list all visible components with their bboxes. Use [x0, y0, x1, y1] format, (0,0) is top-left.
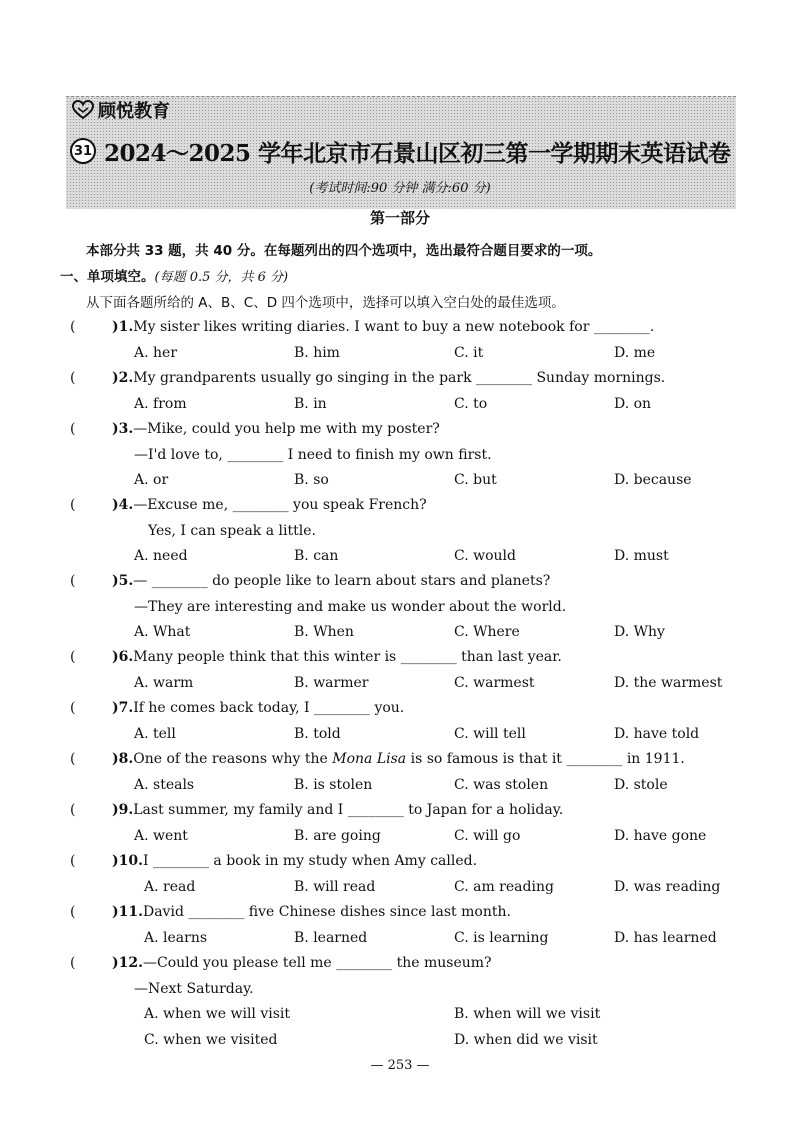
question-text: Last summer, my family and I ________ to Japan for a holiday.: [133, 802, 564, 818]
option-d: D. has learned: [614, 930, 717, 946]
question-text: I ________ a book in my study when Amy called.: [142, 853, 478, 869]
answer-bracket: (: [70, 319, 76, 335]
option-b: B. in: [294, 396, 327, 412]
option-b: B. warmer: [294, 675, 369, 691]
option-d: D. Why: [614, 624, 665, 640]
answer-bracket: (: [70, 904, 76, 920]
exam-info: (考试时间:90 分钟 满分:60 分): [309, 181, 491, 196]
option-a: A. went: [134, 828, 188, 844]
question-text-italic: Mona Lisa: [332, 751, 407, 767]
question-number: )2.: [112, 370, 134, 386]
question-number: )10.: [112, 853, 143, 869]
option-b: B. him: [294, 345, 340, 361]
option-c: C. am reading: [454, 879, 554, 895]
option-c: C. it: [454, 345, 484, 361]
section-heading: [60, 268, 288, 287]
option-d: D. the warmest: [614, 675, 723, 691]
option-c: C. warmest: [454, 675, 535, 691]
question-text: is so famous is that it ________ in 1911.: [406, 751, 685, 767]
question-stem: [112, 421, 440, 437]
question-line-2: Yes, I can speak a little.: [148, 523, 316, 539]
option-a: A. from: [134, 396, 187, 412]
option-c: C. but: [454, 472, 497, 488]
option-d: D. on: [614, 396, 652, 412]
option-c: C. will go: [454, 828, 521, 844]
question-line-2: —They are interesting and make us wonder about the world.: [134, 599, 567, 615]
option-a: A. read: [144, 879, 196, 895]
answer-bracket: (: [70, 802, 76, 818]
question-stem: [112, 370, 665, 386]
option-c: C. when we visited: [144, 1032, 278, 1048]
question-stem: [112, 649, 562, 665]
question-number: )5.: [112, 573, 134, 589]
option-b: B. so: [294, 472, 329, 488]
question-text: Many people think that this winter is ________ than last year.: [133, 649, 562, 665]
question-text: —Excuse me, ________ you speak French?: [133, 497, 427, 513]
part-intro: 本部分共 33 题，共 40 分。在每题列出的四个选项中，选出最符合题目要求的一项。: [86, 243, 602, 259]
option-b: B. can: [294, 548, 339, 564]
question-text: David ________ five Chinese dishes since last month.: [142, 904, 511, 920]
question-text: One of the reasons why the: [133, 751, 333, 767]
brand-name: 顾悦教育: [98, 101, 170, 122]
option-b: B. are going: [294, 828, 381, 844]
question-text: —Mike, could you help me with my poster?: [133, 421, 440, 437]
option-a: A. need: [134, 548, 188, 564]
option-d: D. have told: [614, 726, 700, 742]
question-stem: [112, 853, 477, 869]
question-number: )11.: [112, 904, 143, 920]
question-number: )6.: [112, 649, 134, 665]
question-stem: [112, 802, 563, 818]
part-title: 第一部分: [369, 209, 430, 227]
question-number: )9.: [112, 802, 134, 818]
option-c: C. is learning: [454, 930, 549, 946]
question-text: — ________ do people like to learn about stars and planets?: [133, 573, 551, 589]
question-stem: [112, 751, 685, 767]
answer-bracket: (: [70, 497, 76, 513]
option-a: A. What: [134, 624, 191, 640]
option-c: C. to: [454, 396, 488, 412]
question-stem: [112, 573, 550, 589]
question-line-2: —Next Saturday.: [134, 981, 254, 997]
answer-bracket: (: [70, 573, 76, 589]
answer-bracket: (: [70, 700, 76, 716]
question-stem: [112, 904, 511, 920]
question-number: )3.: [112, 421, 134, 437]
exam-title: 2024～2025 学年北京市石景山区初三第一学期期末英语试卷: [104, 139, 731, 167]
question-number: )4.: [112, 497, 134, 513]
option-a: A. warm: [134, 675, 194, 691]
option-b: B. will read: [294, 879, 376, 895]
option-c: C. would: [454, 548, 516, 564]
question-number: )12.: [112, 955, 143, 971]
exam-number-badge: 31: [70, 138, 96, 164]
option-d: D. have gone: [614, 828, 707, 844]
question-number: )8.: [112, 751, 134, 767]
question-text: My sister likes writing diaries. I want to buy a new notebook for ________.: [133, 319, 655, 335]
option-b: B. When: [294, 624, 354, 640]
heart-icon: [72, 100, 94, 120]
question-stem: [112, 497, 427, 513]
option-a: A. learns: [144, 930, 208, 946]
question-stem: [112, 700, 404, 716]
question-text: My grandparents usually go singing in the park ________ Sunday mornings.: [133, 370, 666, 386]
option-d: D. stole: [614, 777, 668, 793]
answer-bracket: (: [70, 370, 76, 386]
option-a: A. tell: [134, 726, 176, 742]
option-c: C. will tell: [454, 726, 526, 742]
section-score-note: (每题 0.5 分，共 6 分): [154, 270, 289, 285]
question-line-2: —I'd love to, ________ I need to finish my own first.: [134, 447, 492, 463]
question-number: )1.: [112, 319, 134, 335]
question-stem: [112, 319, 654, 335]
page-number: — 253 —: [370, 1058, 430, 1073]
option-a: A. when we will visit: [144, 1006, 291, 1022]
option-a: A. her: [134, 345, 178, 361]
exam-title-row: [70, 133, 736, 169]
option-d: D. must: [614, 548, 669, 564]
question-text: If he comes back today, I ________ you.: [133, 700, 405, 716]
question-number: )7.: [112, 700, 134, 716]
option-d: D. was reading: [614, 879, 721, 895]
question-text: —Could you please tell me ________ the museum?: [142, 955, 492, 971]
answer-bracket: (: [70, 649, 76, 665]
option-d: D. when did we visit: [454, 1032, 598, 1048]
option-b: B. is stolen: [294, 777, 373, 793]
option-d: D. because: [614, 472, 692, 488]
option-c: C. Where: [454, 624, 520, 640]
section-direction: 从下面各题所给的 A、B、C、D 四个选项中，选择可以填入空白处的最佳选项。: [86, 295, 565, 311]
answer-bracket: (: [70, 955, 76, 971]
section-heading-label: 一、单项填空。: [60, 269, 155, 285]
answer-bracket: (: [70, 751, 76, 767]
answer-bracket: (: [70, 421, 76, 437]
option-a: A. or: [134, 472, 169, 488]
option-a: A. steals: [134, 777, 195, 793]
option-b: B. when will we visit: [454, 1006, 601, 1022]
answer-bracket: (: [70, 853, 76, 869]
question-stem: [112, 955, 492, 971]
option-b: B. told: [294, 726, 341, 742]
brand-logo: [72, 98, 170, 122]
option-c: C. was stolen: [454, 777, 549, 793]
option-b: B. learned: [294, 930, 368, 946]
option-d: D. me: [614, 345, 656, 361]
